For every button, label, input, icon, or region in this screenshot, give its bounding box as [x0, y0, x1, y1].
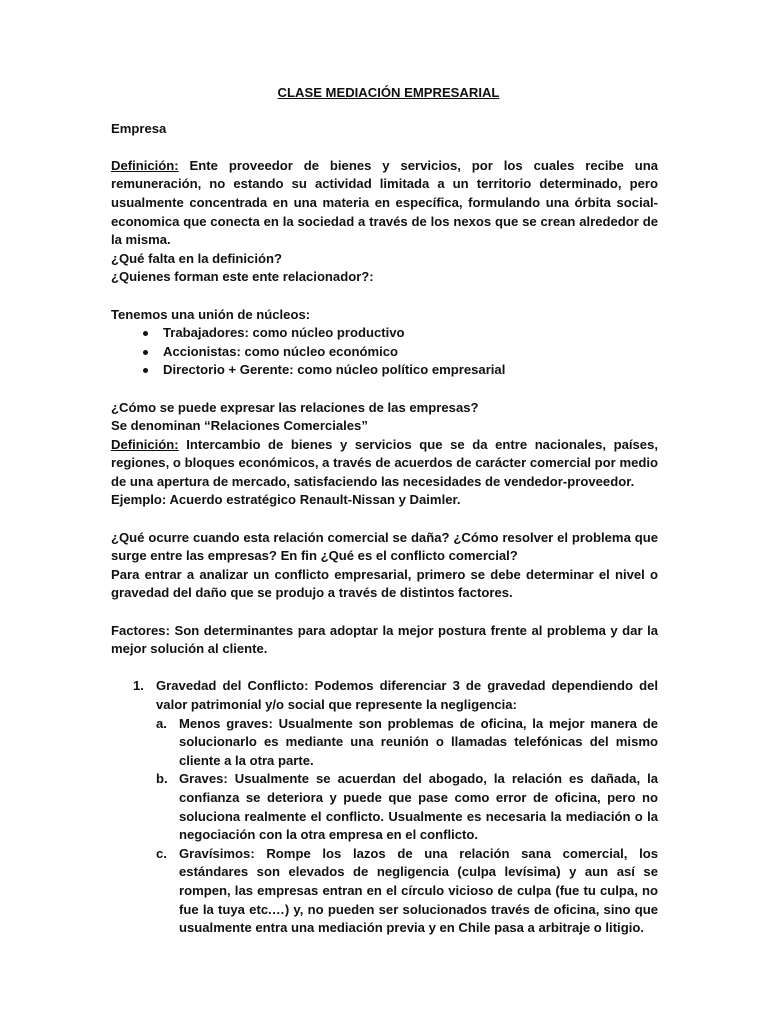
bullet-icon [143, 350, 148, 355]
example-line: Ejemplo: Acuerdo estratégico Renault-Nissan y Daimler. [111, 492, 461, 508]
sub-item-letter: b. [156, 771, 168, 787]
sub-item-body: Usualmente son problemas de oficina, la mejor manera de solucionarlo es mediante una reunión o llamadas telefónicas del mismo cliente a la otra parte. [179, 715, 658, 768]
sub-item-label: Graves: [179, 771, 228, 787]
sub-item-body: Rompe los lazos de una relación sana comercial, los estándares son elevados de negligencia (culpa levísima) y aun así se rompen, las empresas entran en el círculo vicioso de culpa (fue tu culpa, no fue la tuya etc.…) y, no pueden ser solucionados través de oficina, sino que usualmente entra una mediación previa y en Chile pasa a arbitraje o litigio. [179, 845, 658, 936]
question-paragraph: ¿Qué ocurre cuando esta relación comercial se daña? ¿Cómo resolver el problema que surge entre las empresas? En fin ¿Qué es el conflicto comercial? [111, 529, 658, 564]
sub-item-body: Usualmente se acuerdan del abogado, la relación es dañada, la confianza se deteriora y puede que pase como error de oficina, pero no soluciona realmente el conflicto. Usualmente es necesaria la mediación o la negociación con la otra empresa en el conflicto. [179, 771, 658, 843]
sub-item-label: Menos graves: [179, 715, 273, 731]
spacer [111, 380, 658, 399]
sub-item-text [179, 770, 658, 844]
relaciones-line: Se denominan “Relaciones Comerciales” [111, 418, 368, 434]
definition-label: Definición: [111, 157, 179, 173]
list-item [111, 361, 658, 380]
spacer [111, 659, 658, 678]
numbered-list [111, 677, 658, 937]
list-item-text: Trabajadores: como núcleo productivo [163, 325, 405, 341]
spacer [111, 603, 658, 622]
analysis-paragraph: Para entrar a analizar un conflicto empresarial, primero se debe determinar el nivel o gravedad del daño que se produjo a través de distintos factores. [111, 566, 658, 601]
bullet-icon [143, 331, 148, 336]
sub-item-c [111, 845, 658, 938]
numbered-item [111, 677, 658, 714]
question-line: ¿Cómo se puede expresar las relaciones de las empresas? [111, 399, 479, 415]
definition-text: Ente proveedor de bienes y servicios, por los cuales recibe una remuneración, no estando su actividad limitada a un territorio determinado, pero usualmente concentrada en una materia en específica, formulando una órbita social-economica que conecta en la sociedad a través de los nexos que se crean alrededor de la misma. [111, 157, 658, 248]
definition-text: Intercambio de bienes y servicios que se da entre nacionales, países, regiones, o bloques económicos, a través de acuerdos de carácter comercial por medio de una apertura de mercado, satisfaciendo las necesidades de vendedor-proveedor. [111, 436, 658, 489]
item-number: 1. [133, 678, 144, 694]
question-line: ¿Qué falta en la definición? [111, 250, 282, 266]
spacer [111, 510, 658, 529]
sub-item-text [179, 715, 658, 771]
nucleos-intro: Tenemos una unión de núcleos: [111, 306, 311, 322]
spacer [111, 138, 658, 157]
sub-item-text [179, 845, 658, 938]
definition-paragraph-1 [111, 157, 658, 250]
sub-item-label: Gravísimos: [179, 845, 255, 861]
list-item [111, 324, 658, 343]
sub-item-letter: c. [156, 845, 167, 861]
sub-item-a [111, 715, 658, 771]
question-line: ¿Quienes forman este ente relacionador?: [111, 269, 374, 285]
list-item-text: Accionistas: como núcleo económico [163, 343, 399, 359]
list-item [111, 343, 658, 362]
sub-item-letter: a. [156, 715, 167, 731]
factores-paragraph: Factores: Son determinantes para adoptar la mejor postura frente al problema y dar la mejor solución al cliente. [111, 622, 658, 657]
nucleos-list [111, 324, 658, 380]
bullet-icon [143, 368, 148, 373]
document-title: CLASE MEDIACIÓN EMPRESARIAL [277, 85, 500, 100]
spacer [111, 287, 658, 306]
sub-item-b [111, 770, 658, 844]
definition-label: Definición: [111, 436, 179, 452]
document-body [111, 84, 658, 938]
item-text: Gravedad del Conflicto: Podemos diferenciar 3 de gravedad dependiendo del valor patrimonial y/o social que represente la negligencia: [156, 678, 658, 712]
section-heading-empresa: Empresa [111, 120, 167, 136]
list-item-text: Directorio + Gerente: como núcleo político empresarial [163, 362, 506, 378]
definition-paragraph-2 [111, 436, 658, 492]
